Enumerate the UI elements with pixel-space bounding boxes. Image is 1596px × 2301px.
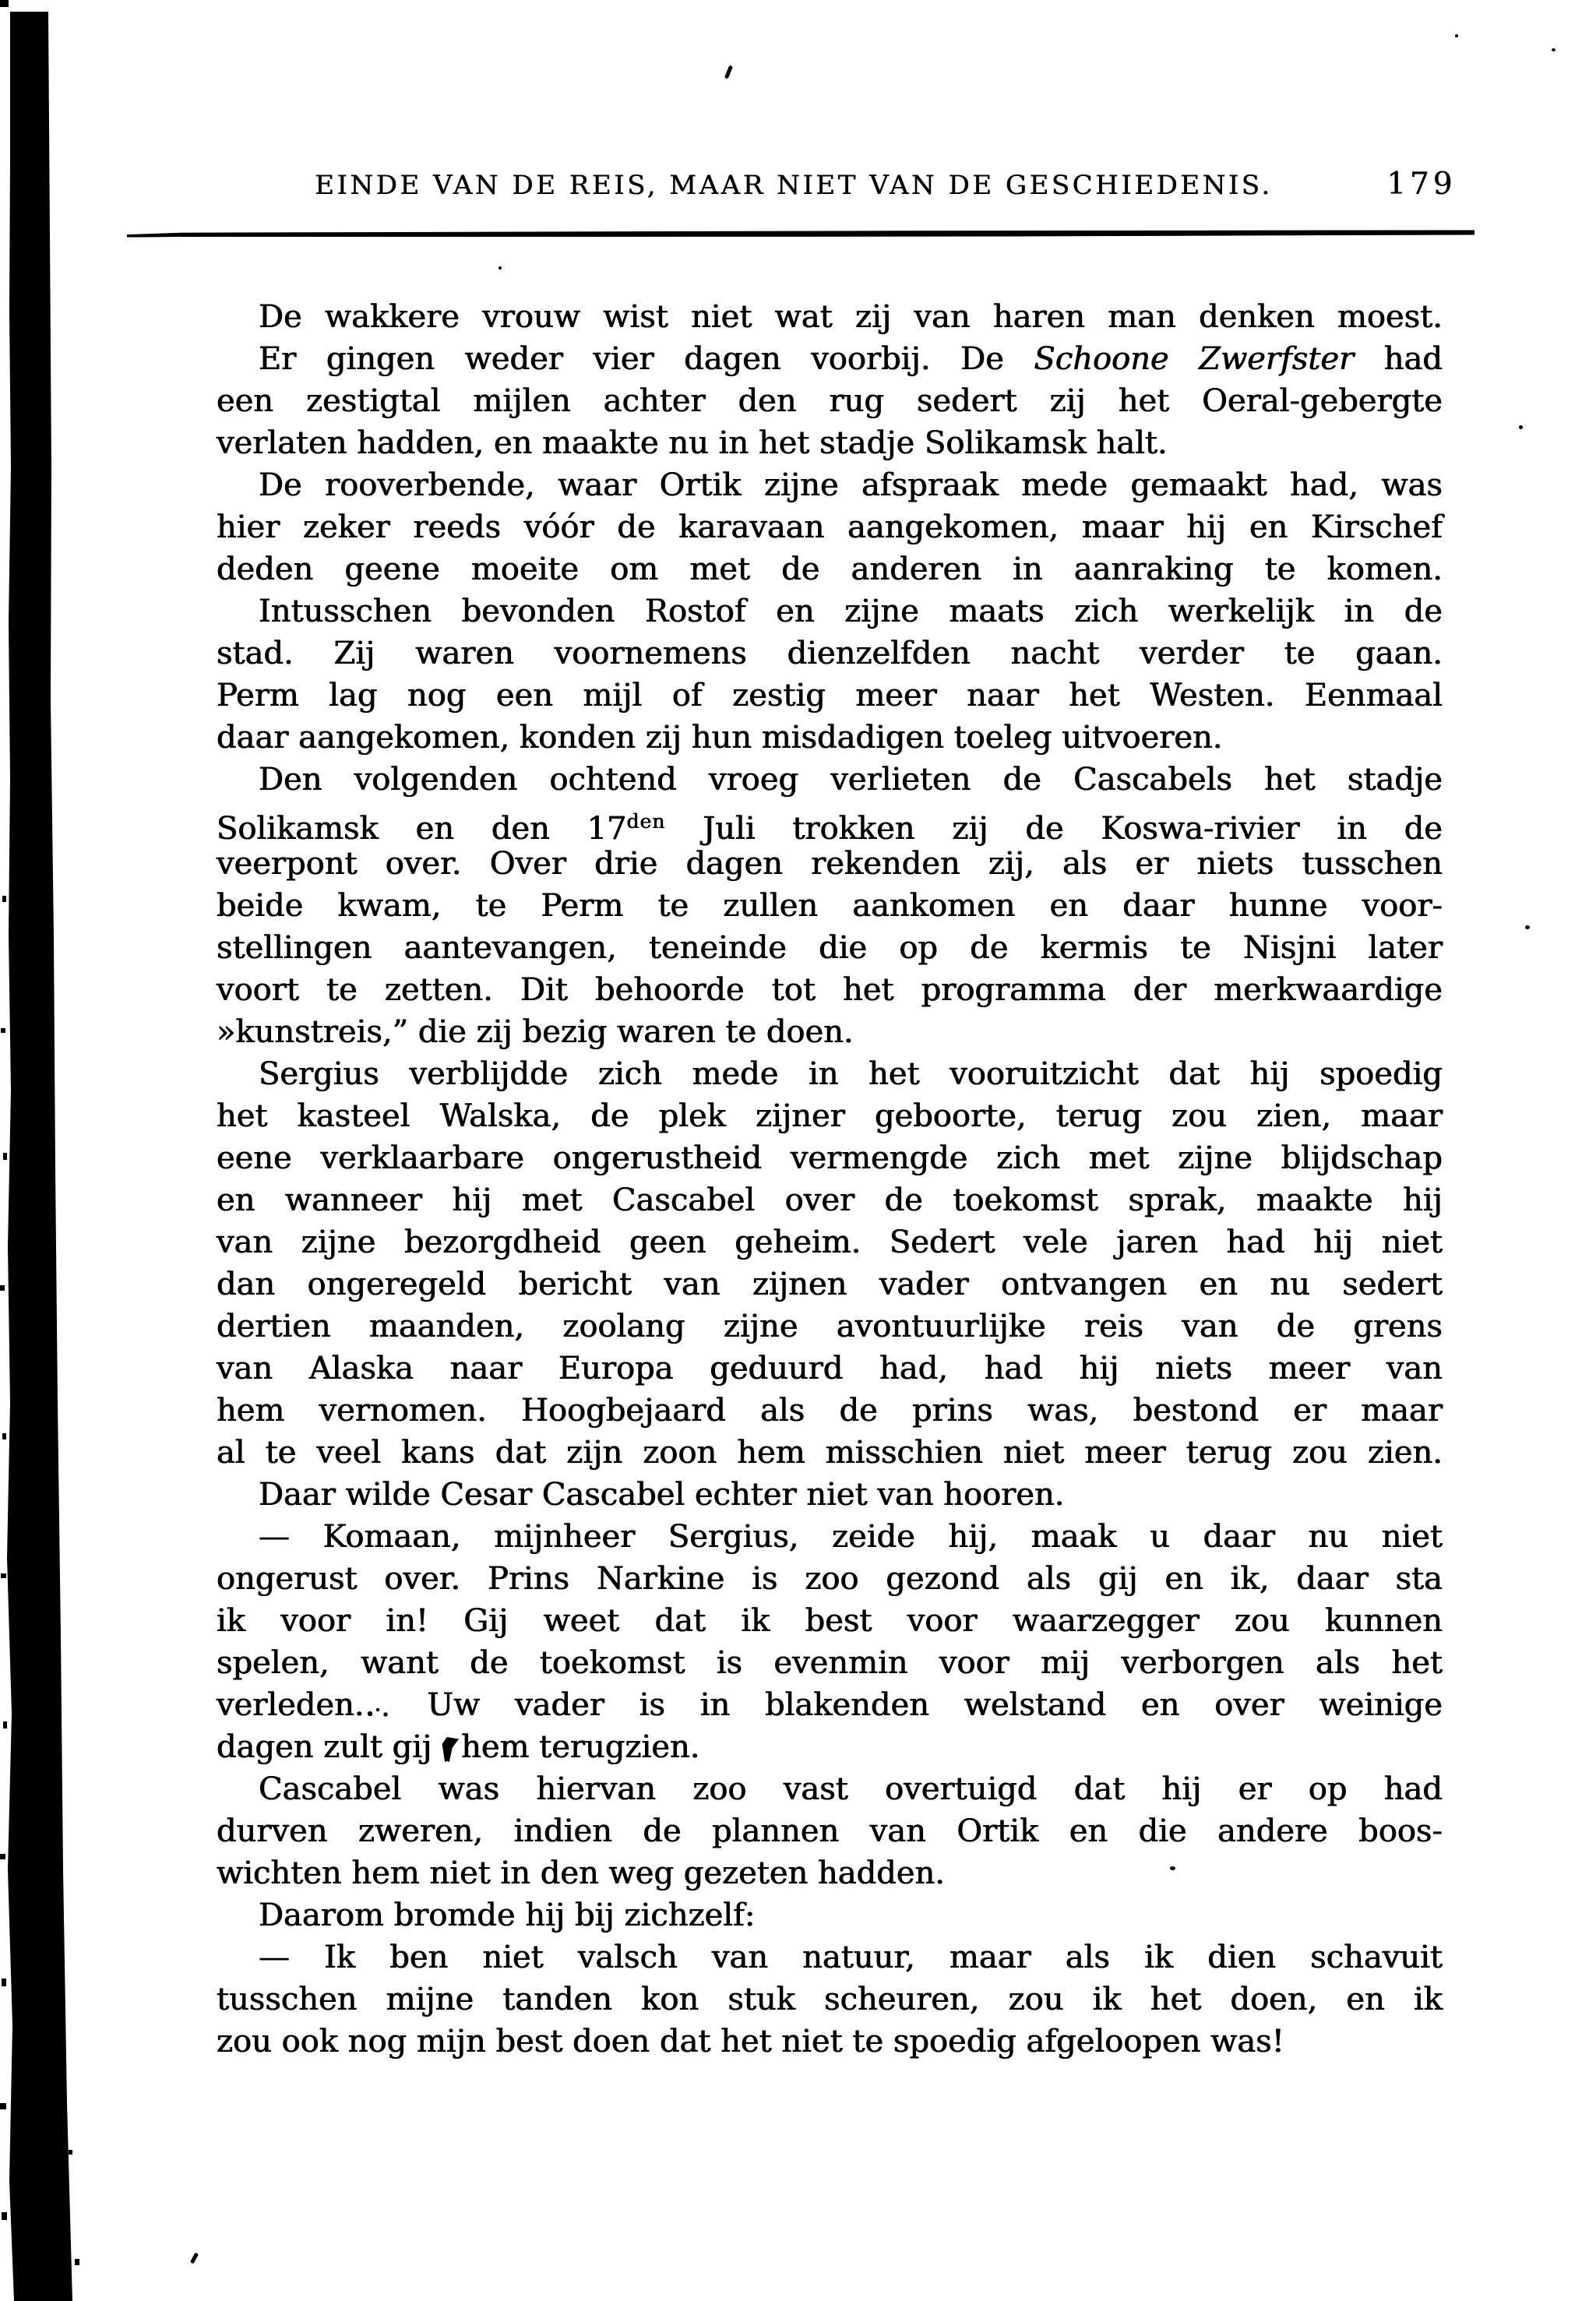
text-segment: Cascabel was hiervan zoo vast overtuigd dat hij er op had	[259, 1771, 1443, 1807]
text-line	[217, 506, 1443, 548]
text-segment: van Alaska naar Europa geduurd had, had hij niets meer van	[217, 1351, 1443, 1387]
text-line	[217, 1558, 1443, 1600]
text-segment: Den volgenden ochtend vroeg verlieten de Cascabels het stadje	[259, 762, 1443, 798]
ink-speck	[499, 266, 502, 270]
text-segment: Solikamsk en den 17	[217, 811, 627, 847]
ink-speck	[1455, 34, 1458, 37]
text-segment: hem terugzien.	[461, 1729, 700, 1765]
text-line	[217, 969, 1443, 1011]
text-line	[217, 1684, 1443, 1726]
text-line	[217, 717, 1443, 759]
text-segment: hem vernomen. Hoogbejaard als de prins was, bestond er maar	[217, 1393, 1443, 1429]
text-segment: dagen zult gij	[217, 1729, 442, 1765]
header-rule	[127, 230, 1474, 238]
text-line	[217, 801, 1443, 847]
text-line	[217, 1894, 1443, 1936]
text-segment: Daarom bromde hij bij zichzelf:	[259, 1898, 756, 1933]
text-segment: tusschen mijne tanden kon stuk scheuren, zou ik het doen, en ik	[217, 1982, 1443, 2017]
text-segment: het kasteel Walska, de plek zijner geboorte, terug zou zien, maar	[217, 1098, 1443, 1134]
book-spine-shadow	[0, 0, 93, 2301]
text-line	[217, 1726, 1443, 1768]
text-line	[217, 1137, 1443, 1179]
text-segment: — Ik ben niet valsch van natuur, maar als ik dien schavuit	[259, 1940, 1443, 1975]
body-text	[217, 296, 1443, 2063]
text-line	[217, 885, 1443, 927]
ink-dots	[365, 1701, 393, 1718]
text-segment: Juli trokken zij de Koswa-rivier in de	[665, 811, 1443, 847]
text-segment: veerpont over. Over drie dagen rekenden zij, als er niets tusschen	[217, 846, 1443, 882]
ink-speck	[1525, 925, 1530, 929]
text-line	[217, 1516, 1443, 1558]
text-line	[217, 548, 1443, 590]
text-line	[217, 1642, 1443, 1684]
text-segment: stad. Zij waren voornemens dienzelfden nacht verder te gaan.	[217, 636, 1443, 671]
text-segment: en wanneer hij met Cascabel over de toekomst sprak, maakte hij	[217, 1182, 1443, 1218]
text-segment: een zestigtal mijlen achter den rug sedert zij het Oeral-gebergte	[217, 383, 1443, 419]
ink-speck	[1170, 1866, 1175, 1870]
text-segment: De rooverbende, waar Ortik zijne afspraak mede gemaakt had, was	[259, 467, 1443, 503]
text-line	[217, 296, 1443, 338]
text-segment: dertien maanden, zoolang zijne avontuurlijke reis van de grens	[217, 1309, 1443, 1344]
text-line	[217, 1348, 1443, 1390]
text-segment: Daar wilde Cesar Cascabel echter niet van hooren.	[259, 1477, 1065, 1513]
text-segment: deden geene moeite om met de anderen in aanraking te komen.	[217, 551, 1443, 587]
text-segment: al te veel kans dat zijn zoon hem misschien niet meer terug zou zien.	[217, 1435, 1443, 1471]
text-segment: beide kwam, te Perm te zullen aankomen en daar hunne voor-	[217, 888, 1443, 924]
text-line	[217, 1936, 1443, 1979]
ink-speck	[190, 2253, 199, 2264]
text-line	[217, 422, 1443, 464]
text-segment: ik voor in! Gij weet dat ik best voor waarzegger zou kunnen	[217, 1603, 1443, 1639]
text-line	[217, 1810, 1443, 1852]
text-line	[217, 1600, 1443, 1642]
text-line	[217, 464, 1443, 506]
text-segment: ongerust over. Prins Narkine is zoo gezond als gij en ik, daar sta	[217, 1561, 1443, 1597]
text-segment: hier zeker reeds vóór de karavaan aangekomen, maar hij en Kirschef	[217, 509, 1443, 545]
text-line	[217, 1852, 1443, 1894]
ink-speck	[724, 65, 733, 79]
text-segment: verlaten hadden, en maakte nu in het stadje Solikamsk halt.	[217, 425, 1168, 461]
text-segment: voort te zetten. Dit behoorde tot het programma der merkwaardige	[217, 972, 1443, 1008]
text-line	[217, 338, 1443, 380]
text-segment: verleden.	[217, 1687, 365, 1723]
text-line	[217, 633, 1443, 675]
text-line	[217, 1263, 1443, 1306]
text-segment: Er gingen weder vier dagen voorbij. De	[259, 341, 1034, 377]
text-segment: Perm lag nog een mijl of zestig meer naar het Westen. Eenmaal	[217, 678, 1443, 714]
text-line	[217, 1221, 1443, 1263]
text-line	[217, 675, 1443, 717]
text-segment: van zijne bezorgdheid geen geheim. Sedert vele jaren had hij niet	[217, 1224, 1443, 1260]
text-segment: »kunstreis,” die zij bezig waren te doen.	[217, 1014, 854, 1050]
text-segment: durven zweren, indien de plannen van Ortik en die andere boos-	[217, 1813, 1443, 1849]
text-line	[217, 1011, 1443, 1053]
text-line	[217, 1768, 1443, 1810]
text-line	[217, 1390, 1443, 1432]
ink-blob	[442, 1737, 459, 1762]
text-segment: Sergius verblijdde zich mede in het vooruitzicht dat hij spoedig	[259, 1056, 1443, 1092]
text-line	[217, 843, 1443, 885]
text-segment: zou ook nog mijn best doen dat het niet te spoedig afgeloopen was!	[217, 2024, 1284, 2060]
text-segment: dan ongeregeld bericht van zijnen vader ontvangen en nu sedert	[217, 1267, 1443, 1302]
ink-speck	[1519, 425, 1523, 429]
text-segment: spelen, want de toekomst is evenmin voor mij verborgen als het	[217, 1645, 1443, 1681]
text-line	[217, 380, 1443, 422]
text-line	[217, 1306, 1443, 1348]
text-segment: den	[626, 810, 666, 833]
ink-speck	[1552, 48, 1555, 51]
text-segment: daar aangekomen, konden zij hun misdadigen toeleg uitvoeren.	[217, 720, 1223, 756]
text-segment: wichten hem niet in den weg gezeten hadden.	[217, 1855, 945, 1891]
text-segment: De wakkere vrouw wist niet wat zij van haren man denken moest.	[259, 299, 1443, 335]
text-line	[217, 927, 1443, 969]
text-segment: stellingen aantevangen, teneinde die op de kermis te Nisjni later	[217, 930, 1443, 966]
text-line	[217, 1979, 1443, 2021]
text-segment: had	[1354, 341, 1443, 377]
text-line	[217, 1432, 1443, 1474]
text-segment: Uw vader is in blakenden welstand en over weinige	[392, 1687, 1443, 1723]
text-segment: Schoone Zwerfster	[1034, 341, 1355, 377]
text-segment: eene verklaarbare ongerustheid vermengde zich met zijne blijdschap	[217, 1140, 1443, 1176]
text-line	[217, 1179, 1443, 1221]
text-line	[217, 590, 1443, 633]
running-header-title: EINDE VAN DE REIS, MAAR NIET VAN DE GESCHIEDENIS.	[315, 170, 1273, 201]
text-line	[217, 1053, 1443, 1095]
text-line	[217, 759, 1443, 801]
text-line	[217, 2021, 1443, 2063]
text-line	[217, 1095, 1443, 1137]
page-number: 179	[1386, 167, 1457, 202]
text-segment: — Komaan, mijnheer Sergius, zeide hij, maak u daar nu niet	[259, 1519, 1443, 1555]
text-line	[217, 1474, 1443, 1516]
text-segment: Intusschen bevonden Rostof en zijne maats zich werkelijk in de	[259, 594, 1443, 629]
